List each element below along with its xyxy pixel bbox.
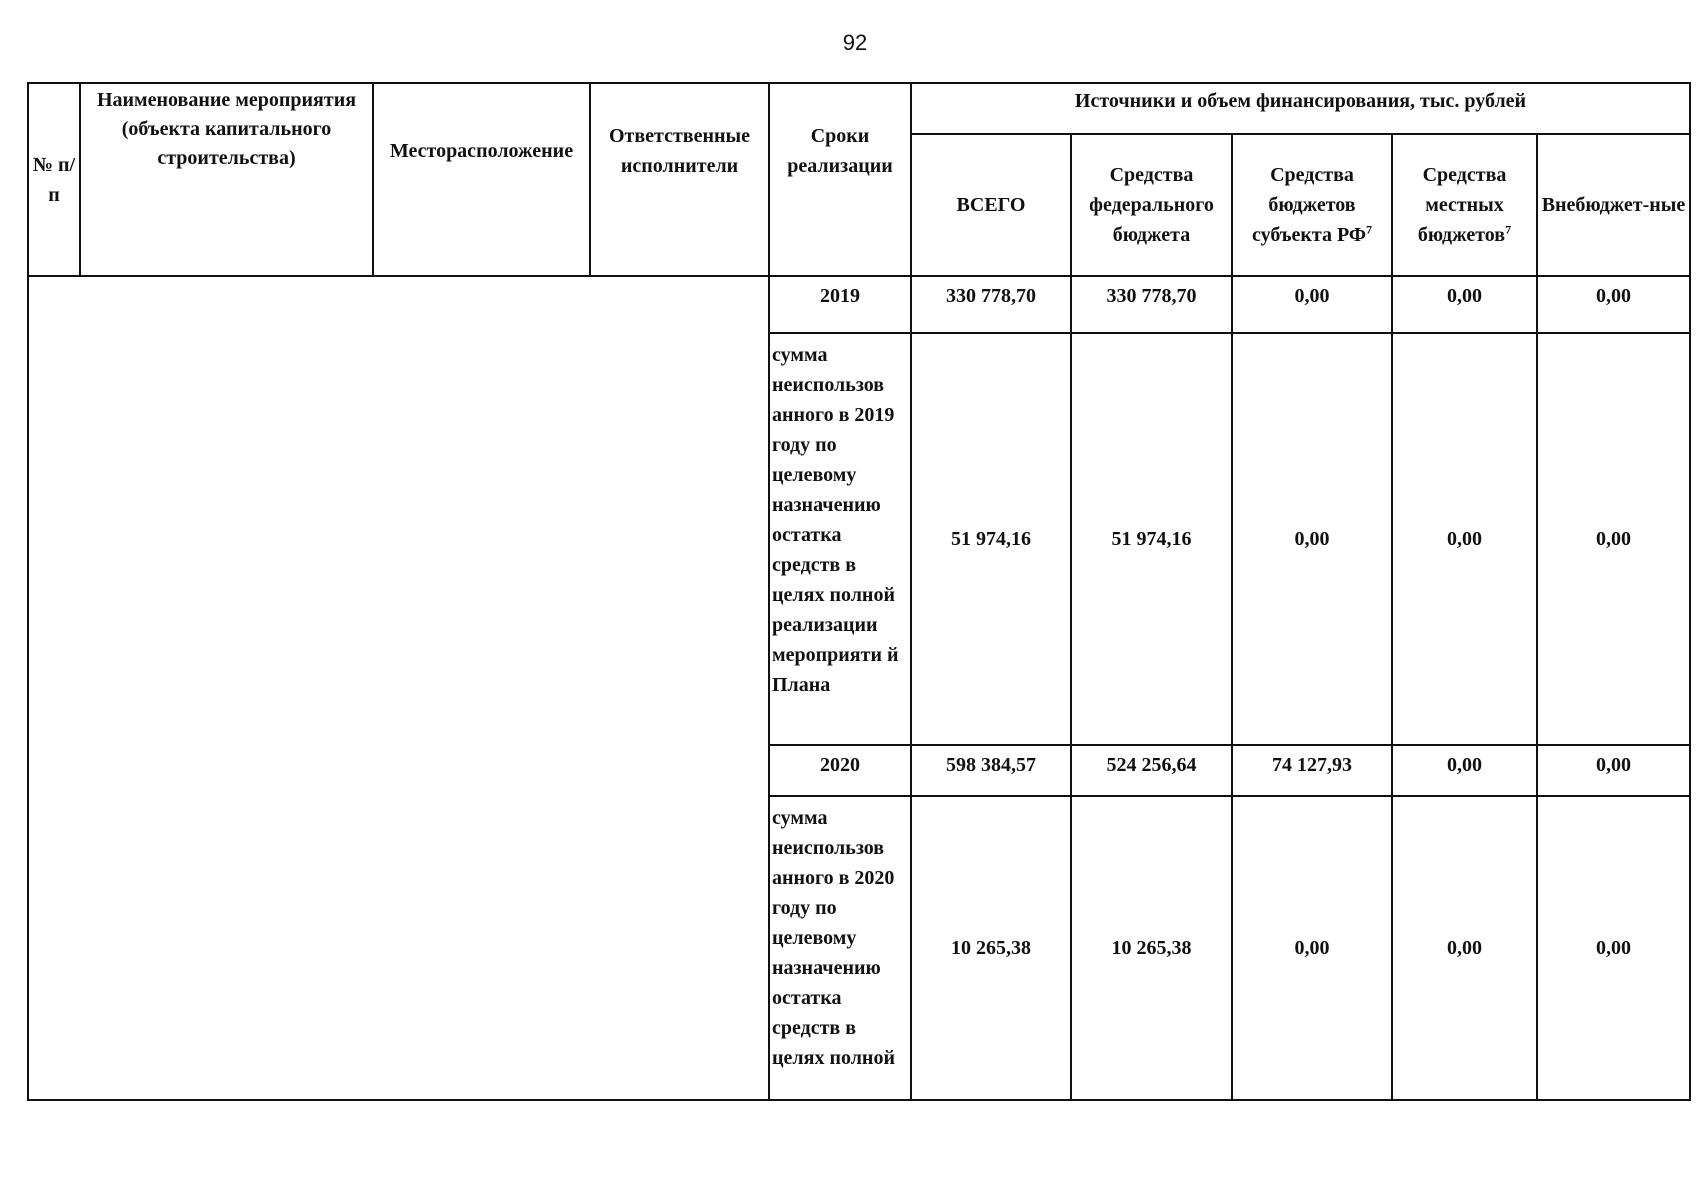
header-name: Наименование мероприятия (объекта капитального строительства) <box>80 83 373 276</box>
header-local-text: Средства местных бюджетов <box>1417 164 1507 246</box>
header-terms: Сроки реализации <box>769 83 911 276</box>
header-local-sup: 7 <box>1505 222 1512 237</box>
row-term: 2019 <box>769 276 911 333</box>
row-federal: 51 974,16 <box>1071 333 1232 745</box>
row-federal: 524 256,64 <box>1071 745 1232 796</box>
row-total: 10 265,38 <box>911 796 1071 1100</box>
header-extra: Внебюджет-ные <box>1537 134 1690 276</box>
table-row <box>28 276 1690 333</box>
blank-merged-cell <box>28 276 769 1100</box>
row-local: 0,00 <box>1392 796 1537 1100</box>
header-row-1 <box>28 83 1690 134</box>
header-local <box>1392 134 1537 276</box>
row-extra: 0,00 <box>1537 333 1690 745</box>
row-regional: 74 127,93 <box>1232 745 1392 796</box>
row-term: сумма неиспользов анного в 2019 году по целевому назначению остатка средств в целях полной реализации мероприяти й Плана <box>769 333 911 745</box>
header-regional-sup: 7 <box>1366 222 1373 237</box>
row-extra: 0,00 <box>1537 796 1690 1100</box>
row-local: 0,00 <box>1392 276 1537 333</box>
row-total: 330 778,70 <box>911 276 1071 333</box>
financing-table <box>27 82 1691 1101</box>
row-regional: 0,00 <box>1232 333 1392 745</box>
header-num: № п/п <box>28 83 80 276</box>
header-regional <box>1232 134 1392 276</box>
row-local: 0,00 <box>1392 745 1537 796</box>
header-location: Месторасположение <box>373 83 590 276</box>
header-sources: Источники и объем финансирования, тыс. рублей <box>911 83 1690 134</box>
row-term: сумма неиспользов анного в 2020 году по целевому назначению остатка средств в целях полной <box>769 796 911 1100</box>
header-regional-text: Средства бюджетов субъекта РФ <box>1251 164 1367 246</box>
row-regional: 0,00 <box>1232 276 1392 333</box>
row-extra: 0,00 <box>1537 276 1690 333</box>
row-local: 0,00 <box>1392 333 1537 745</box>
row-regional: 0,00 <box>1232 796 1392 1100</box>
header-executors: Ответственные исполнители <box>590 83 769 276</box>
row-term: 2020 <box>769 745 911 796</box>
row-total: 51 974,16 <box>911 333 1071 745</box>
row-extra: 0,00 <box>1537 745 1690 796</box>
row-federal: 330 778,70 <box>1071 276 1232 333</box>
row-federal: 10 265,38 <box>1071 796 1232 1100</box>
row-total: 598 384,57 <box>911 745 1071 796</box>
page-number: 92 <box>842 30 868 55</box>
header-federal: Средства федерального бюджета <box>1071 134 1232 276</box>
header-total: ВСЕГО <box>911 134 1071 276</box>
